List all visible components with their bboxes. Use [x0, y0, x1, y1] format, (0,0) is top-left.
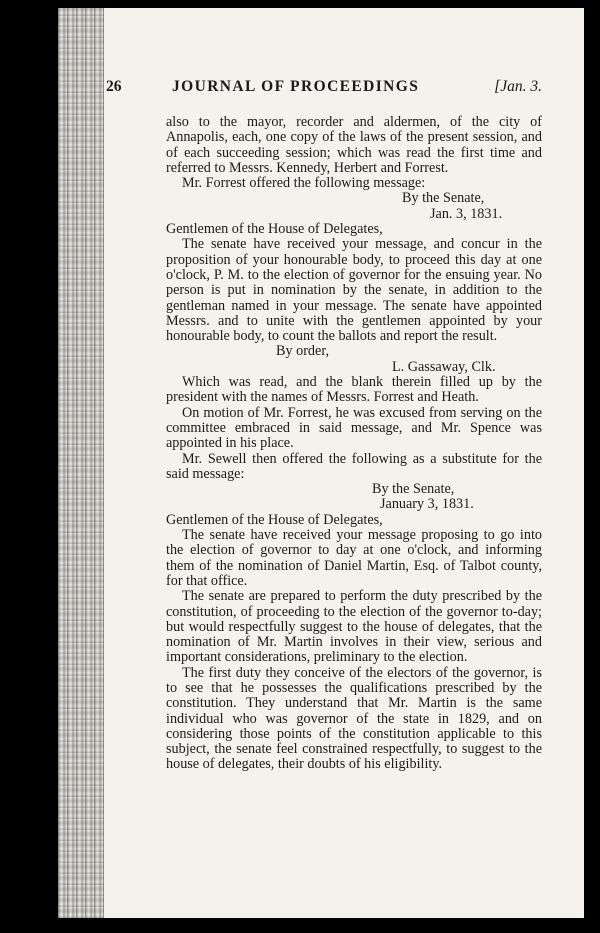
paragraph: The senate have received your message proposing to go into the election of governor to day at one o'clock, and informing them of the nomination of Daniel Martin, Esq. of Talbot county, for that office.	[166, 527, 542, 589]
paragraph: The senate have received your message, and concur in the proposition of your honourable body, to proceed this day at one o'clock, P. M. to the election of governor for the ensuing year. No person is put in nomination by the senate, in addition to the gentleman named in your message. The senate have appointed Messrs. and to unite with the gentlemen appointed by your honourable body, to count the ballots and report the result.	[166, 236, 542, 345]
page-body	[166, 115, 542, 773]
paragraph: Mr. Forrest offered the following message:	[182, 175, 426, 192]
paragraph: The senate are prepared to perform the duty prescribed by the constitution, of proceeding to the election of the governor to-day; but would respectfully suggest to the house of delegates, that the nomination of Mr. Martin involves in their view, serious and important considerations, preliminary to the election.	[166, 588, 542, 666]
message-origin: By the Senate,	[372, 481, 455, 498]
paragraph: Mr. Sewell then offered the following as a substitute for the said message:	[166, 450, 542, 482]
message-origin: By the Senate,	[402, 190, 485, 207]
paragraph-continuation: also to the mayor, recorder and aldermen, of the city of Annapolis, each, one copy of the laws of the present session, and of each succeeding session; which was read the first time and referred to Messrs. Kennedy, Herbert and Forrest.	[166, 114, 542, 176]
salutation: Gentlemen of the House of Delegates,	[166, 221, 383, 238]
page-binding-edge	[58, 8, 104, 918]
page-number: 26	[106, 78, 122, 95]
paragraph: On motion of Mr. Forrest, he was excused from serving on the committee embraced in said message, and Mr. Spence was appointed in his place.	[166, 404, 542, 452]
message-date: January 3, 1831.	[380, 496, 474, 513]
running-date: [Jan. 3.	[494, 78, 542, 95]
running-title: JOURNAL OF PROCEEDINGS	[172, 78, 420, 95]
signature: L. Gassaway, Clk.	[392, 358, 496, 375]
running-header	[106, 78, 546, 102]
message-date: Jan. 3, 1831.	[430, 205, 503, 222]
signature-preamble: By order,	[276, 343, 330, 360]
paragraph: The first duty they conceive of the electors of the governor, is to see that he possesses the qualifications prescribed by the constitution. They understand that Mr. Martin is the same individual who was governor of the state in 1829, and on considering those points of the constitution applicable to this subject, the senate feel constrained respectfully, to suggest to the house of delegates, their doubts of his eligibility.	[166, 664, 542, 773]
paragraph: Which was read, and the blank therein filled up by the president with the names of Messrs. Forrest and Heath.	[166, 374, 542, 406]
salutation: Gentlemen of the House of Delegates,	[166, 511, 383, 528]
